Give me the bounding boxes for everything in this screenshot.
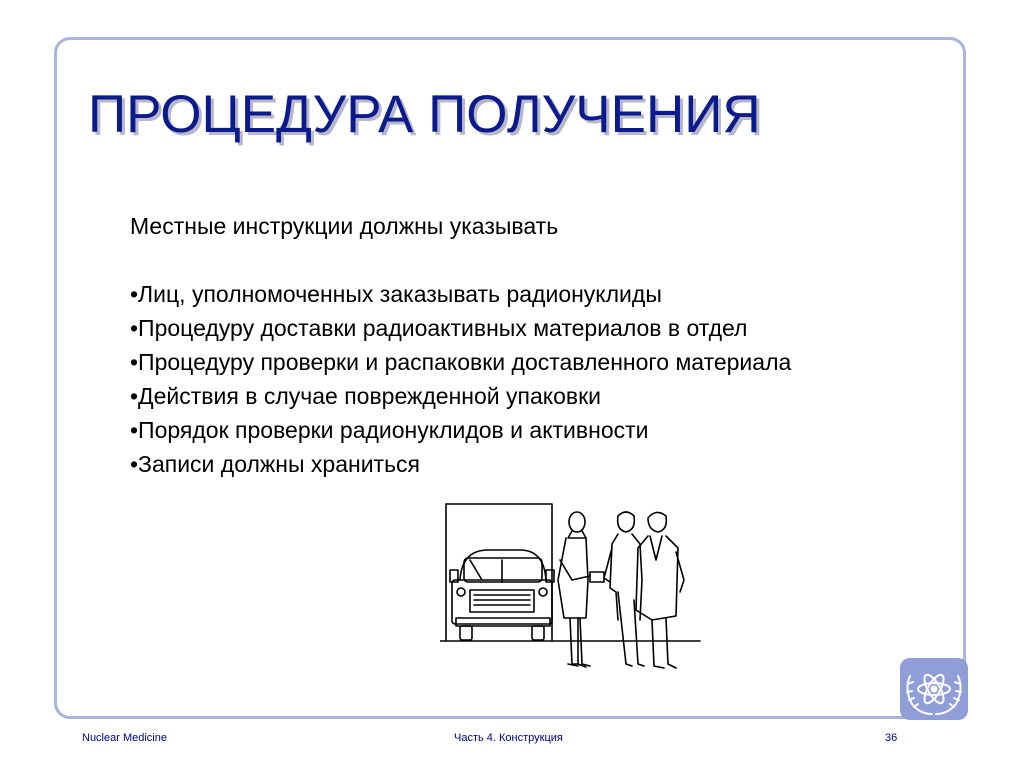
footer-course-name: Nuclear Medicine — [82, 732, 167, 744]
package-icon — [590, 572, 604, 582]
footer-page-number: 36 — [885, 732, 898, 744]
slide-content — [130, 209, 791, 481]
person-icon — [558, 512, 590, 667]
bullet-item: •Порядок проверки радионуклидов и активности — [130, 417, 649, 443]
bullet-item: •Лиц, уполномоченных заказывать радионуклиды — [130, 281, 662, 307]
person-icon — [604, 512, 644, 666]
bullet-item: •Процедуру проверки и распаковки доставленного материала — [130, 349, 792, 375]
bullet-item: •Действия в случае поврежденной упаковки — [130, 383, 602, 409]
atom-emblem-with-laurel-icon — [900, 658, 968, 720]
bullet-list — [130, 277, 791, 481]
truck-icon — [450, 550, 554, 640]
bullet-item: •Процедуру доставки радиоактивных материалов в отдел — [130, 315, 748, 341]
delivery-truck-and-three-people-icon — [440, 500, 702, 676]
intro-text: Местные инструкции должны указывать — [130, 213, 559, 239]
slide-title: ПРОЦЕДУРА ПОЛУЧЕНИЯ — [88, 85, 761, 144]
footer-section: Часть 4. Конструкция — [454, 732, 563, 744]
person-icon — [636, 512, 684, 668]
bullet-item: •Записи должны храниться — [130, 451, 421, 477]
